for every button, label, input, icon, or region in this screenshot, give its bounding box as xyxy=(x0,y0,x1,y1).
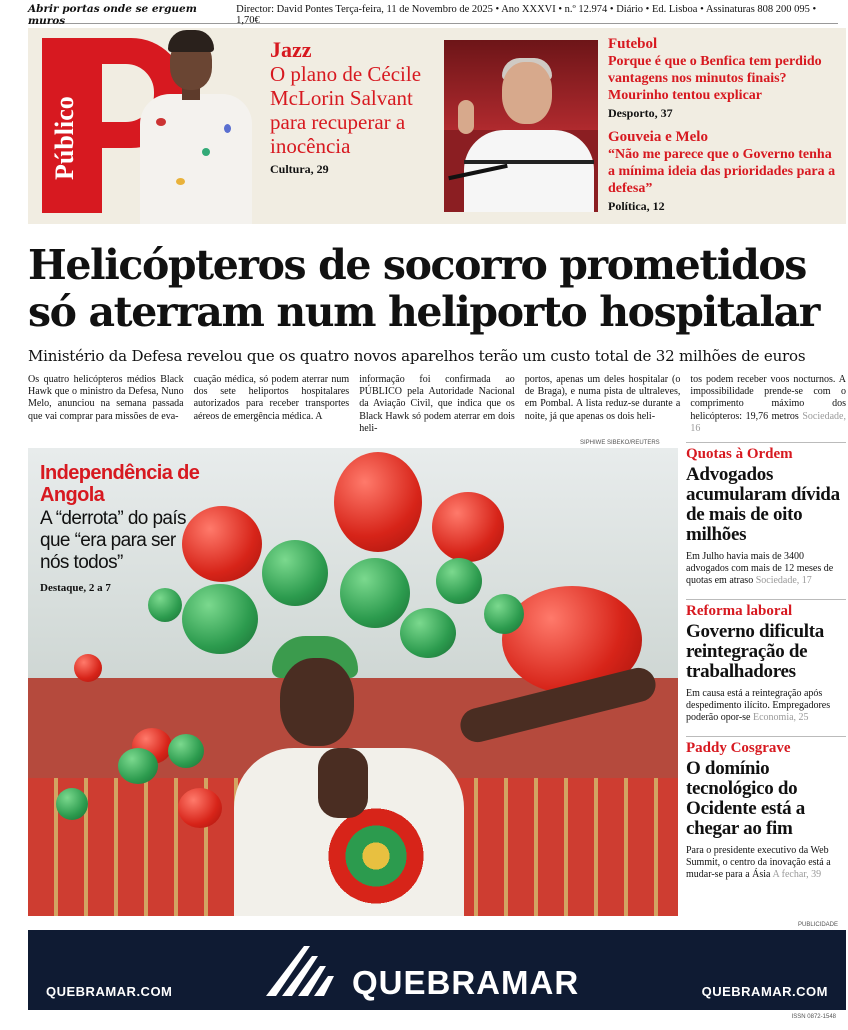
jazz-teaser[interactable] xyxy=(270,38,440,177)
gouveia-headline: “Não me parece que o Governo tenha a mínima ideia das prioridades para a defesa” xyxy=(608,147,836,196)
story-ref[interactable]: Economia, 25 xyxy=(753,712,809,723)
gouveia-kicker: Gouveia e Melo xyxy=(608,129,708,145)
story-text: Em causa está a reintegração após despedimento ilícito. Empregadores poderão opor-se Economia, 25 xyxy=(686,688,831,723)
story-ref[interactable]: A fechar, 39 xyxy=(772,869,822,880)
story-quotas[interactable] xyxy=(686,442,846,587)
photo-kicker: Independência de Angola xyxy=(40,462,200,506)
body-column-last xyxy=(690,374,846,435)
jazz-headline: O plano de Cécile McLorin Salvant para recuperar a inocência xyxy=(270,62,422,158)
ad-label: PUBLICIDADE xyxy=(797,922,838,928)
story-text: Para o presidente executivo da Web Summit, o centro da inovação está a mudar-se para a Ásia A fechar, 39 xyxy=(686,845,831,880)
angola-photo[interactable] xyxy=(28,448,678,916)
futebol-teaser[interactable] xyxy=(608,36,842,121)
story-headline: Advogados acumularam dívida de mais de oito milhões xyxy=(686,464,840,545)
quebramar-logo-icon xyxy=(264,942,344,998)
issn: ISSN 0872-1548 xyxy=(791,1014,836,1020)
body-column: cuação médica, só podem aterrar num dos sete heliportos hospitalares autorizados para receber transportes aéreos de emergência médica. A xyxy=(193,374,350,422)
gouveia-teaser[interactable] xyxy=(608,129,842,214)
story-reforma[interactable] xyxy=(686,599,846,724)
top-bar xyxy=(28,2,838,27)
logo-wordmark: Público xyxy=(50,96,79,180)
jazz-kicker: Jazz xyxy=(270,37,312,62)
story-paddy[interactable] xyxy=(686,736,846,881)
body-column: informação foi confirmada ao PÚBLICO pela Autoridade Nacional da Aviação Civil, que indica que os Black Hawk só podem aterrar em dois heli- xyxy=(359,374,515,434)
photo-caption[interactable] xyxy=(40,462,200,594)
futebol-section: Desporto, 37 xyxy=(608,106,673,120)
photo-headline: A “derrota” do país que “era para ser nós todos” xyxy=(40,508,186,573)
motto: Abrir portas onde se erguem muros xyxy=(28,2,197,27)
story-ref[interactable]: Sociedade, 17 xyxy=(755,575,812,586)
quebramar-ad[interactable] xyxy=(28,930,846,1010)
photo-credit: SIPHIWE SIBEKO/REUTERS xyxy=(580,440,660,446)
gouveia-section: Política, 12 xyxy=(608,199,665,213)
body-column: portos, apenas um deles hospitalar (o de Braga), e numa pista de ultraleves, em Pombal. A lista reduz-se durante a noite, já que apenas os dois heli- xyxy=(524,374,681,422)
futebol-headline: Porque é que o Benfica tem perdido vantagens nos minutos finais? Mourinho tentou explicar xyxy=(608,54,822,103)
right-column xyxy=(686,442,846,881)
lead-ref[interactable]: Sociedade, 16 xyxy=(690,410,846,434)
ad-brand: QUEBRAMAR xyxy=(352,964,580,1001)
story-kicker: Paddy Cosgrave xyxy=(686,740,791,756)
lead-headline[interactable]: Helicópteros de socorro prometidos só aterram num heliporto hospitalar xyxy=(28,241,819,336)
mourinho-photo[interactable] xyxy=(444,40,598,212)
masthead xyxy=(28,28,846,224)
cecile-photo[interactable] xyxy=(132,28,260,224)
top-right-teasers xyxy=(608,36,842,214)
ad-url-left[interactable]: QUEBRAMAR.COM xyxy=(46,984,173,999)
jazz-section: Cultura, 29 xyxy=(270,162,329,176)
body-column: Os quatro helicópteros médios Black Hawk que o ministro da Defesa, Nuno Melo, anunciou na semana passada que vai comprar para missões de eva- xyxy=(28,374,184,422)
story-headline: O domínio tecnológico do Ocidente está a chegar ao fim xyxy=(686,758,805,839)
story-text: Em Julho havia mais de 3400 advogados com mais de 12 meses de quotas em atraso Sociedade, 17 xyxy=(686,551,834,586)
edition-meta: Director: David Pontes Terça-feira, 11 de Novembro de 2025 • Ano XXXVI • n.º 12.974 • Diário • Ed. Lisboa • Assinaturas 808 200 095 • 1,70€ xyxy=(236,3,817,26)
lead-body-columns xyxy=(28,374,846,435)
body-column: tos podem receber voos nocturnos. A impossibilidade prende-se com o comprimento máximo dos helicópteros: 19,76 metros xyxy=(690,374,846,422)
lead-subhead: Ministério da Defesa revelou que os quatro novos aparelhos terão um custo total de 32 milhões de euros xyxy=(28,347,806,365)
photo-section: Destaque, 2 a 7 xyxy=(40,582,111,594)
story-headline: Governo dificulta reintegração de trabalhadores xyxy=(686,621,824,682)
story-kicker: Quotas à Ordem xyxy=(686,446,793,462)
story-kicker: Reforma laboral xyxy=(686,603,793,619)
futebol-kicker: Futebol xyxy=(608,36,658,52)
ad-url-right[interactable]: QUEBRAMAR.COM xyxy=(701,984,828,999)
